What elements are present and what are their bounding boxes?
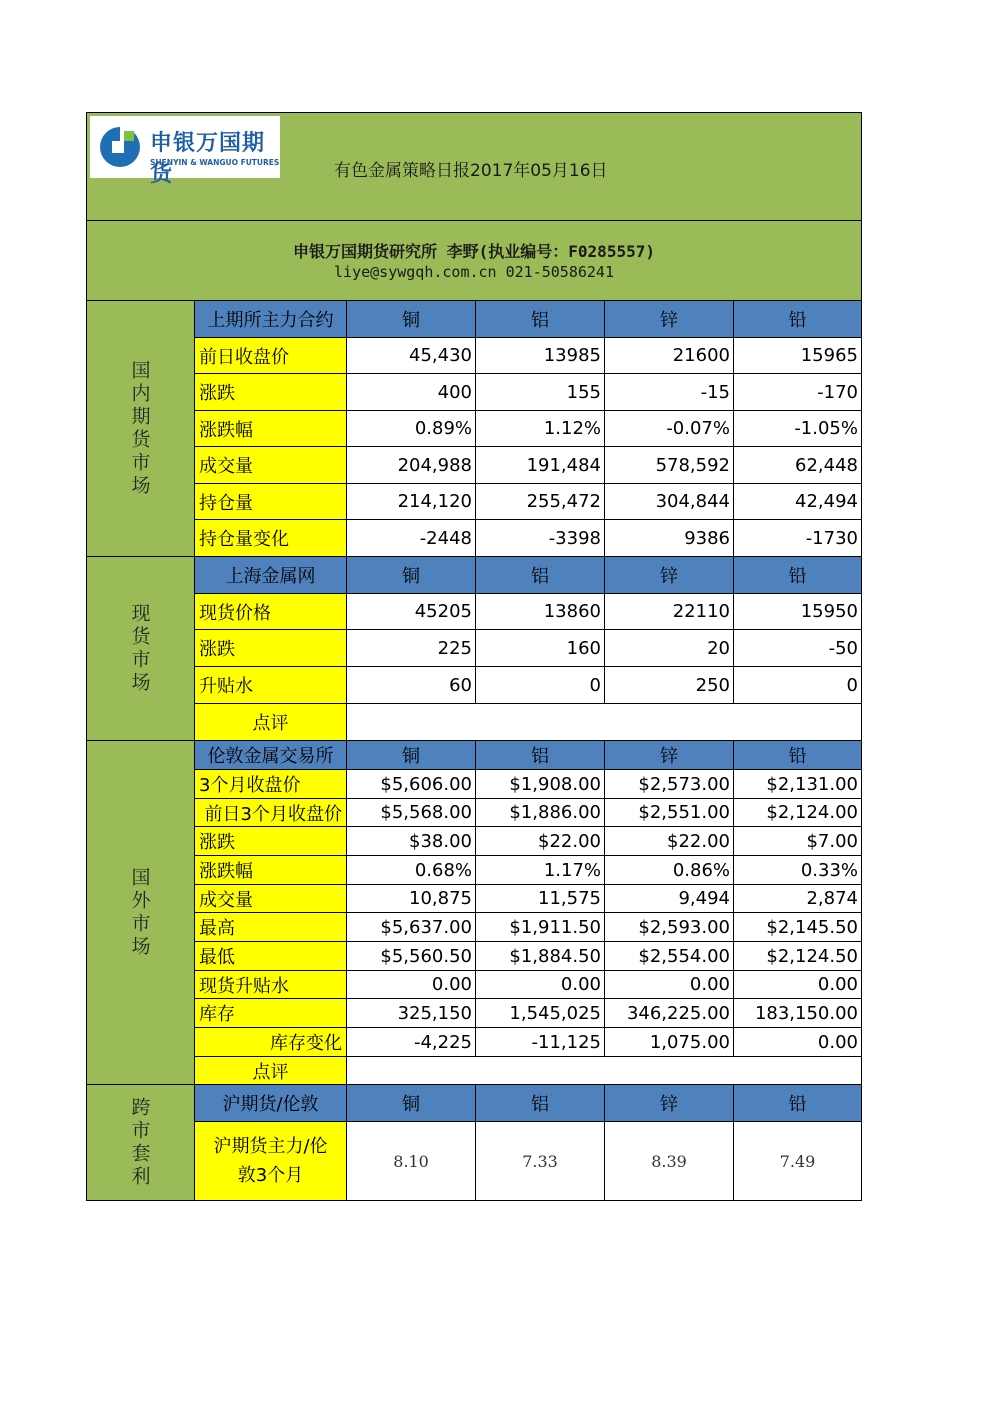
row-label: 成交量 (195, 885, 347, 913)
row-label: 现货升贴水 (195, 971, 347, 999)
metal-zinc: 锌 (605, 741, 734, 770)
value-cell: 45,430 (347, 338, 476, 374)
value-cell: 578,592 (605, 447, 734, 484)
value-cell: 346,225.00 (605, 999, 734, 1028)
value-cell: -170 (734, 374, 862, 411)
row-label: 涨跌幅 (195, 411, 347, 447)
value-cell: 10,875 (347, 885, 476, 913)
arbitrage-header: 沪期货/伦敦 (195, 1085, 347, 1122)
value-cell: 60 (347, 667, 476, 704)
section-label: 国内期货市场 (128, 359, 151, 498)
row-label: 现货价格 (195, 594, 347, 630)
section-domestic-futures (86, 301, 195, 557)
metal-aluminum: 铝 (476, 1085, 605, 1122)
value-cell: 255,472 (476, 484, 605, 520)
value-cell: $5,606.00 (347, 770, 476, 799)
value-cell: $38.00 (347, 827, 476, 856)
value-cell: 155 (476, 374, 605, 411)
row-label: 涨跌 (195, 374, 347, 411)
foreign-header: 伦敦金属交易所 (195, 741, 347, 770)
value-cell: -1730 (734, 520, 862, 557)
value-cell: 0 (476, 667, 605, 704)
metal-zinc: 锌 (605, 1085, 734, 1122)
value-cell: 0.00 (476, 971, 605, 999)
row-label: 前日3个月收盘价 (195, 799, 347, 827)
value-cell: $2,124.50 (734, 942, 862, 971)
row-label: 持仓量 (195, 484, 347, 520)
section-spot-market (86, 557, 195, 741)
ratio-value-aluminum: 7.33 (476, 1122, 605, 1201)
value-cell: -3398 (476, 520, 605, 557)
metal-copper: 铜 (347, 1085, 476, 1122)
value-cell: 22110 (605, 594, 734, 630)
metal-aluminum: 铝 (476, 557, 605, 594)
value-cell: 1,075.00 (605, 1028, 734, 1057)
contact-line: liye@sywgqh.com.cn 021-50586241 (334, 263, 614, 281)
value-cell: 9,494 (605, 885, 734, 913)
value-cell: 15965 (734, 338, 862, 374)
section-label: 跨市套利 (128, 1096, 151, 1189)
ratio-value-lead: 7.49 (734, 1122, 862, 1201)
logo-english-name: SHENYIN & WANGUO FUTURES (150, 158, 280, 167)
value-cell: 214,120 (347, 484, 476, 520)
row-label: 最高 (195, 913, 347, 942)
value-cell: 42,494 (734, 484, 862, 520)
value-cell: 304,844 (605, 484, 734, 520)
report-title: 有色金属策略日报2017年05月16日 (334, 161, 608, 181)
logo-mark-icon (98, 123, 146, 171)
value-cell: $2,593.00 (605, 913, 734, 942)
comment-cell (347, 704, 862, 741)
arbitrage-ratio-label (195, 1122, 347, 1201)
metal-lead: 铅 (734, 301, 862, 338)
section-label: 国外市场 (128, 866, 151, 959)
row-label: 升贴水 (195, 667, 347, 704)
author-line: 申银万国期货研究所 李野(执业编号：F0285557) (293, 242, 655, 261)
row-label: 3个月收盘价 (195, 770, 347, 799)
value-cell: 13985 (476, 338, 605, 374)
comment-cell (347, 1057, 862, 1085)
value-cell: $2,131.00 (734, 770, 862, 799)
value-cell: 191,484 (476, 447, 605, 484)
value-cell: -11,125 (476, 1028, 605, 1057)
row-label: 最低 (195, 942, 347, 971)
value-cell: -50 (734, 630, 862, 667)
value-cell: $2,573.00 (605, 770, 734, 799)
value-cell: 204,988 (347, 447, 476, 484)
row-label: 涨跌 (195, 630, 347, 667)
value-cell: 225 (347, 630, 476, 667)
value-cell: $5,560.50 (347, 942, 476, 971)
domestic-header: 上期所主力合约 (195, 301, 347, 338)
value-cell: 1,545,025 (476, 999, 605, 1028)
value-cell: -2448 (347, 520, 476, 557)
metal-lead: 铅 (734, 1085, 862, 1122)
section-label: 现货市场 (128, 602, 151, 695)
metal-zinc: 锌 (605, 557, 734, 594)
value-cell: $1,884.50 (476, 942, 605, 971)
row-label: 涨跌 (195, 827, 347, 856)
value-cell: -1.05% (734, 411, 862, 447)
value-cell: $1,911.50 (476, 913, 605, 942)
author-band (86, 221, 862, 301)
metal-lead: 铅 (734, 741, 862, 770)
row-label: 涨跌幅 (195, 856, 347, 885)
value-cell: -15 (605, 374, 734, 411)
row-label: 库存变化 (195, 1028, 347, 1057)
value-cell: 0.00 (605, 971, 734, 999)
value-cell: 9386 (605, 520, 734, 557)
value-cell: -0.07% (605, 411, 734, 447)
comment-label: 点评 (195, 1057, 347, 1085)
value-cell: 0.00 (347, 971, 476, 999)
value-cell: 20 (605, 630, 734, 667)
value-cell: 0 (734, 667, 862, 704)
spot-header: 上海金属网 (195, 557, 347, 594)
value-cell: $22.00 (605, 827, 734, 856)
metal-aluminum: 铝 (476, 301, 605, 338)
row-label: 前日收盘价 (195, 338, 347, 374)
value-cell: 0.00 (734, 1028, 862, 1057)
value-cell: $2,551.00 (605, 799, 734, 827)
metal-copper: 铜 (347, 741, 476, 770)
value-cell: 13860 (476, 594, 605, 630)
value-cell: 21600 (605, 338, 734, 374)
metal-copper: 铜 (347, 301, 476, 338)
value-cell: 45205 (347, 594, 476, 630)
value-cell: 1.12% (476, 411, 605, 447)
row-label: 库存 (195, 999, 347, 1028)
value-cell: $2,554.00 (605, 942, 734, 971)
value-cell: 325,150 (347, 999, 476, 1028)
value-cell: $2,145.50 (734, 913, 862, 942)
title-band (86, 112, 862, 221)
ratio-label-line1: 沪期货主力/伦 (213, 1136, 328, 1157)
ratio-label-line2: 敦3个月 (237, 1165, 304, 1186)
value-cell: $5,637.00 (347, 913, 476, 942)
value-cell: 1.17% (476, 856, 605, 885)
value-cell: $2,124.00 (734, 799, 862, 827)
value-cell: $1,886.00 (476, 799, 605, 827)
value-cell: $7.00 (734, 827, 862, 856)
value-cell: 0.33% (734, 856, 862, 885)
value-cell: 183,150.00 (734, 999, 862, 1028)
value-cell: $5,568.00 (347, 799, 476, 827)
value-cell: 0.00 (734, 971, 862, 999)
metal-copper: 铜 (347, 557, 476, 594)
value-cell: $1,908.00 (476, 770, 605, 799)
value-cell: -4,225 (347, 1028, 476, 1057)
value-cell: 250 (605, 667, 734, 704)
value-cell: $22.00 (476, 827, 605, 856)
value-cell: 2,874 (734, 885, 862, 913)
value-cell: 400 (347, 374, 476, 411)
value-cell: 62,448 (734, 447, 862, 484)
company-logo (90, 116, 280, 187)
value-cell: 15950 (734, 594, 862, 630)
section-foreign-market (86, 741, 195, 1085)
row-label: 持仓量变化 (195, 520, 347, 557)
value-cell: 0.68% (347, 856, 476, 885)
row-label: 成交量 (195, 447, 347, 484)
metal-zinc: 锌 (605, 301, 734, 338)
section-cross-market-arbitrage (86, 1085, 195, 1201)
value-cell: 0.89% (347, 411, 476, 447)
ratio-value-zinc: 8.39 (605, 1122, 734, 1201)
comment-label: 点评 (195, 704, 347, 741)
metal-aluminum: 铝 (476, 741, 605, 770)
value-cell: 0.86% (605, 856, 734, 885)
metal-lead: 铅 (734, 557, 862, 594)
value-cell: 11,575 (476, 885, 605, 913)
ratio-value-copper: 8.10 (347, 1122, 476, 1201)
value-cell: 160 (476, 630, 605, 667)
logo-chinese-name: 申银万国期货 (150, 131, 266, 187)
